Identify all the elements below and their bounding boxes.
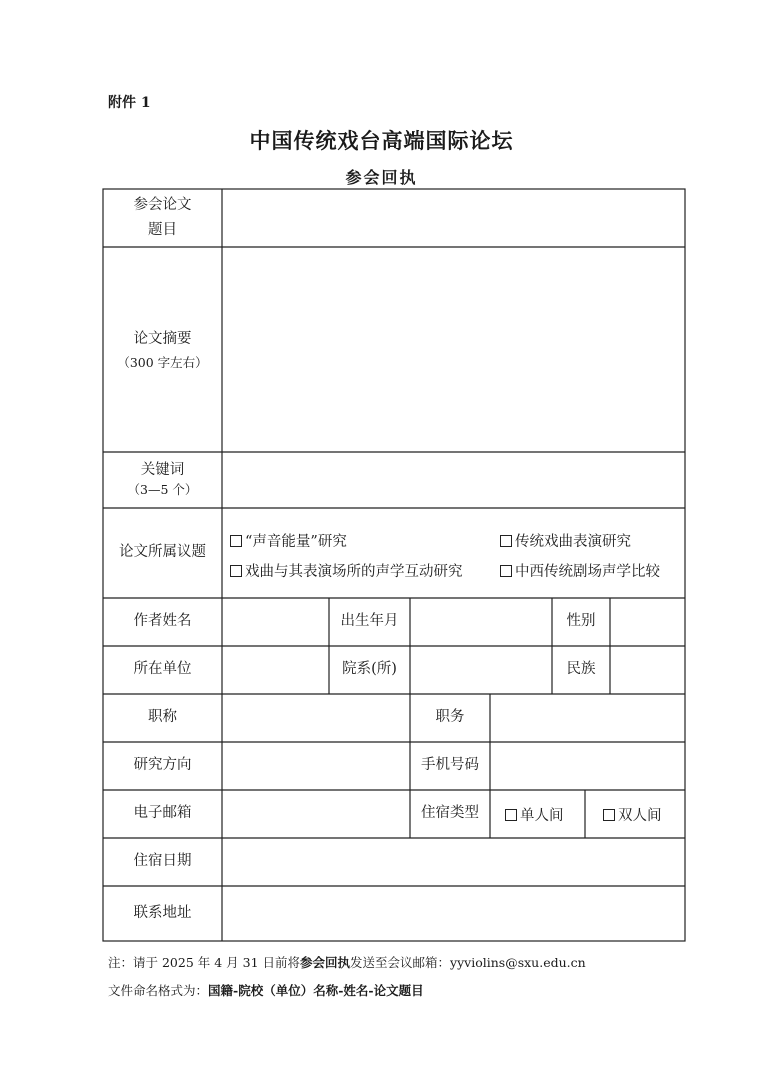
title-rank-field[interactable] — [223, 695, 409, 741]
checkbox-icon[interactable] — [603, 809, 615, 821]
submission-note-prefix: 注：请于 2025 年 4 月 31 日前将 — [108, 955, 301, 970]
keywords-label — [103, 452, 222, 508]
keywords-hint: （3—5 个） — [127, 481, 198, 497]
phone-field[interactable] — [491, 743, 684, 789]
abstract-field[interactable] — [223, 248, 684, 451]
checkbox-icon[interactable] — [500, 535, 512, 547]
filename-format-bold: 国籍-院校（单位）名称-姓名-论文题目 — [208, 983, 424, 998]
phone-label: 手机号码 — [421, 757, 479, 774]
topic-label: 论文所属议题 — [119, 544, 206, 561]
page-title: 中国传统戏台高端国际论坛 — [249, 128, 514, 153]
attachment-label: 附件 1 — [108, 95, 151, 111]
position-field[interactable] — [491, 695, 684, 741]
topic-option-label: “声音能量”研究 — [245, 534, 347, 550]
keywords-field[interactable] — [223, 453, 684, 507]
keywords-label-text: 关键词 — [140, 462, 185, 479]
abstract-label-text: 论文摘要 — [133, 331, 192, 348]
research-direction-label: 研究方向 — [133, 757, 192, 774]
submission-note-bold: 参会回执 — [300, 955, 351, 970]
gender-label: 性别 — [566, 613, 596, 630]
ethnicity-label: 民族 — [566, 661, 596, 678]
checkbox-icon[interactable] — [230, 535, 242, 547]
room-option-single[interactable] — [505, 804, 564, 825]
birth-date-field[interactable] — [411, 599, 551, 645]
topic-option-opera-performance[interactable] — [500, 530, 631, 551]
topic-option-label: 传统戏曲表演研究 — [515, 534, 631, 550]
submission-note — [108, 953, 586, 971]
paper-title-label-line1: 参会论文 — [133, 196, 192, 213]
address-field[interactable] — [223, 887, 684, 940]
paper-title-field[interactable] — [223, 190, 684, 246]
submission-note-suffix: 发送至会议邮箱：yyviolins@sxu.edu.cn — [350, 955, 586, 970]
filename-format-prefix: 文件命名格式为： — [108, 983, 209, 998]
affiliation-label: 所在单位 — [133, 661, 192, 678]
position-label: 职务 — [435, 709, 465, 726]
stay-dates-field[interactable] — [223, 839, 684, 885]
room-option-double-label: 双人间 — [618, 808, 662, 824]
checkbox-icon[interactable] — [505, 809, 517, 821]
room-option-double[interactable] — [603, 804, 662, 825]
paper-title-label — [103, 189, 222, 247]
stay-dates-label: 住宿日期 — [133, 853, 192, 870]
checkbox-icon[interactable] — [230, 565, 242, 577]
title-rank-label: 职称 — [148, 709, 177, 726]
topic-option-sound-energy[interactable] — [230, 530, 347, 551]
department-label: 院系(所) — [342, 661, 397, 678]
birth-date-label: 出生年月 — [340, 613, 399, 630]
topic-option-acoustic-interaction[interactable] — [230, 560, 463, 581]
email-label: 电子邮箱 — [133, 805, 192, 822]
paper-title-label-line2: 题目 — [148, 222, 177, 238]
department-field[interactable] — [411, 647, 551, 693]
checkbox-icon[interactable] — [500, 565, 512, 577]
affiliation-field[interactable] — [223, 647, 328, 693]
author-name-field[interactable] — [223, 599, 328, 645]
gender-field[interactable] — [611, 599, 684, 645]
topic-option-label: 戏曲与其表演场所的声学互动研究 — [245, 564, 463, 580]
email-field[interactable] — [223, 791, 409, 837]
abstract-label — [103, 247, 222, 452]
abstract-hint: （300 字左右） — [117, 354, 208, 370]
filename-format-note — [108, 981, 424, 999]
research-direction-field[interactable] — [223, 743, 409, 789]
author-name-label: 作者姓名 — [133, 613, 192, 630]
room-type-label: 住宿类型 — [421, 805, 479, 822]
topic-option-label: 中西传统剧场声学比较 — [515, 564, 660, 580]
form-subtitle: 参会回执 — [345, 168, 418, 187]
ethnicity-field[interactable] — [611, 647, 684, 693]
room-option-single-label: 单人间 — [520, 808, 564, 824]
address-label: 联系地址 — [133, 904, 192, 921]
topic-option-theater-acoustics[interactable] — [500, 560, 660, 581]
